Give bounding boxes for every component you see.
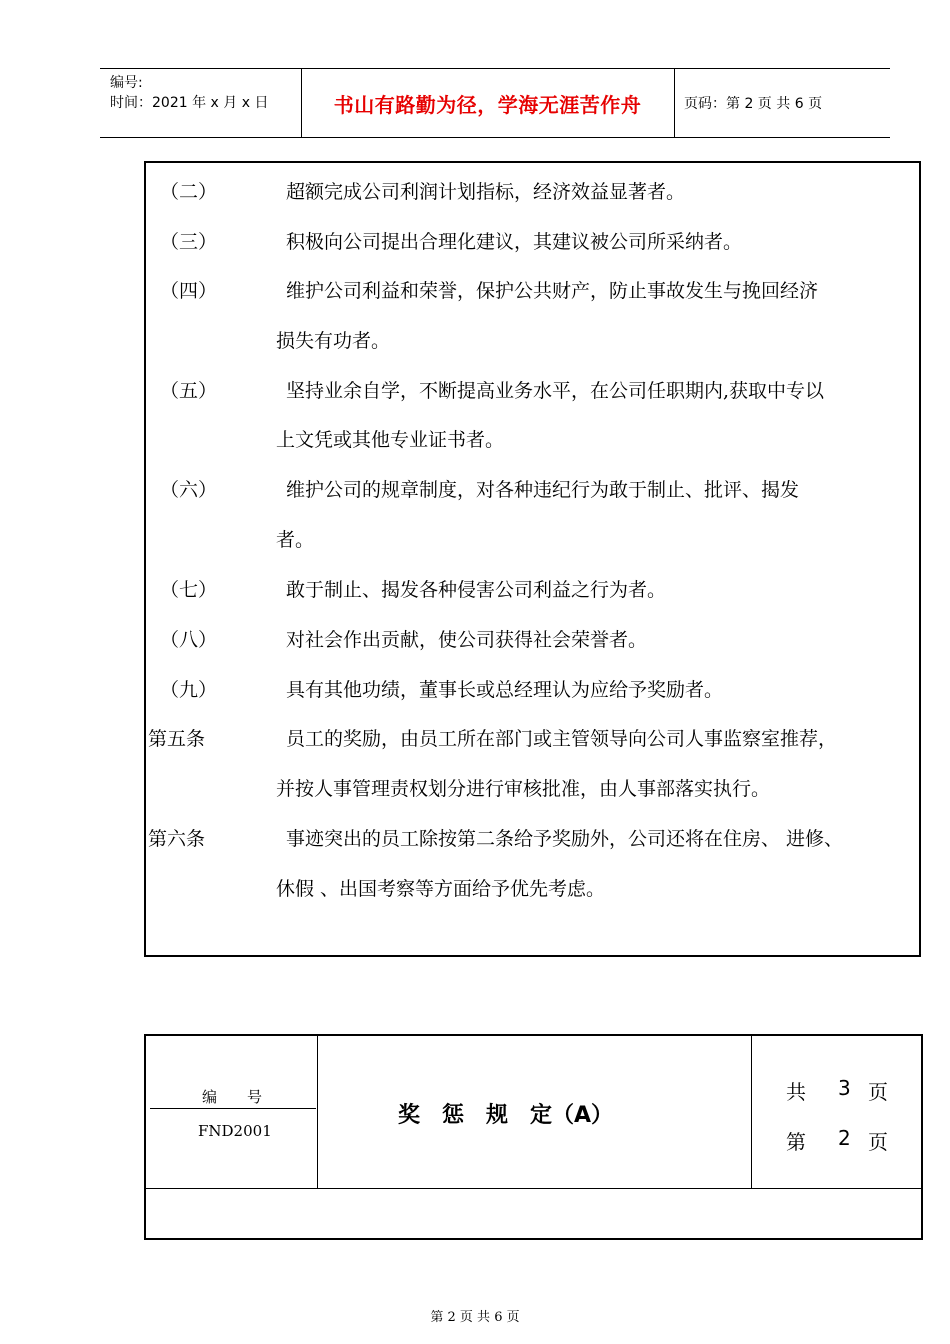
item-text: 具有其他功绩，董事长或总经理认为应给予奖励者。 <box>286 679 724 701</box>
form-code-underline <box>150 1108 316 1109</box>
header-motto: 书山有路勤为径，学海无涯苦作舟 <box>333 92 642 117</box>
item-label: （九） <box>160 679 218 701</box>
item-label: （六） <box>160 479 218 501</box>
item-text: 维护公司的规章制度，对各种违纪行为敢于制止、批评、揭发 <box>286 479 800 501</box>
form-divider-left <box>317 1036 318 1188</box>
item-label: （四） <box>160 280 218 302</box>
item-label: （五） <box>160 380 218 402</box>
header-time: 时间：2021 年 x 月 x 日 <box>110 95 269 111</box>
item-text: 积极向公司提出合理化建议，其建议被公司所采纳者。 <box>286 231 743 253</box>
item-label: （七） <box>160 579 218 601</box>
item-text: 者。 <box>276 529 315 551</box>
page-footer: 第 2 页 共 6 页 <box>430 1310 520 1325</box>
article-label: 第六条 <box>148 828 206 850</box>
form-divider-horizontal <box>146 1188 921 1189</box>
item-text: 敢于制止、揭发各种侵害公司利益之行为者。 <box>286 579 667 601</box>
page-header <box>100 68 890 138</box>
form-total-unit: 页 <box>868 1080 888 1104</box>
item-label: （三） <box>160 231 218 253</box>
item-text: 对社会作出贡献，使公司获得社会荣誉者。 <box>286 629 648 651</box>
article-label: 第五条 <box>148 728 206 750</box>
header-code-label: 编号: <box>110 75 143 91</box>
form-code-value: FND2001 <box>198 1122 272 1140</box>
document-form-table <box>144 1034 923 1240</box>
header-meta <box>110 73 268 113</box>
item-text: 超额完成公司利润计划指标，经济效益显著者。 <box>286 181 686 203</box>
header-divider-right <box>674 69 675 137</box>
header-page-info: 页码：第 2 页 共 6 页 <box>684 96 823 112</box>
item-text: 上文凭或其他专业证书者。 <box>276 429 505 451</box>
form-current-unit: 页 <box>868 1130 888 1154</box>
form-divider-right <box>751 1036 752 1188</box>
item-label: （二） <box>160 181 218 203</box>
article-text: 休假 、出国考察等方面给予优先考虑。 <box>276 878 606 900</box>
article-text: 员工的奖励，由员工所在部门或主管领导向公司人事监察室推荐， <box>286 728 838 750</box>
form-title: 奖 惩 规 定（A） <box>398 1103 614 1128</box>
item-label: （八） <box>160 629 218 651</box>
form-current-value: 2 <box>838 1126 851 1150</box>
form-code-label: 编 号 <box>202 1088 263 1106</box>
item-text: 维护公司利益和荣誉，保护公共财产，防止事故发生与挽回经济 <box>286 280 819 302</box>
article-text: 并按人事管理责权划分进行审核批准，由人事部落实执行。 <box>276 778 771 800</box>
article-text: 事迹突出的员工除按第二条给予奖励外，公司还将在住房、 进修、 <box>286 828 844 850</box>
form-total-value: 3 <box>838 1076 851 1100</box>
form-total-label: 共 <box>786 1080 806 1104</box>
item-text: 损失有功者。 <box>276 330 391 352</box>
content-box <box>144 161 921 957</box>
item-text: 坚持业余自学，不断提高业务水平，在公司任职期内,获取中专以 <box>286 380 825 402</box>
form-current-label: 第 <box>786 1130 806 1154</box>
